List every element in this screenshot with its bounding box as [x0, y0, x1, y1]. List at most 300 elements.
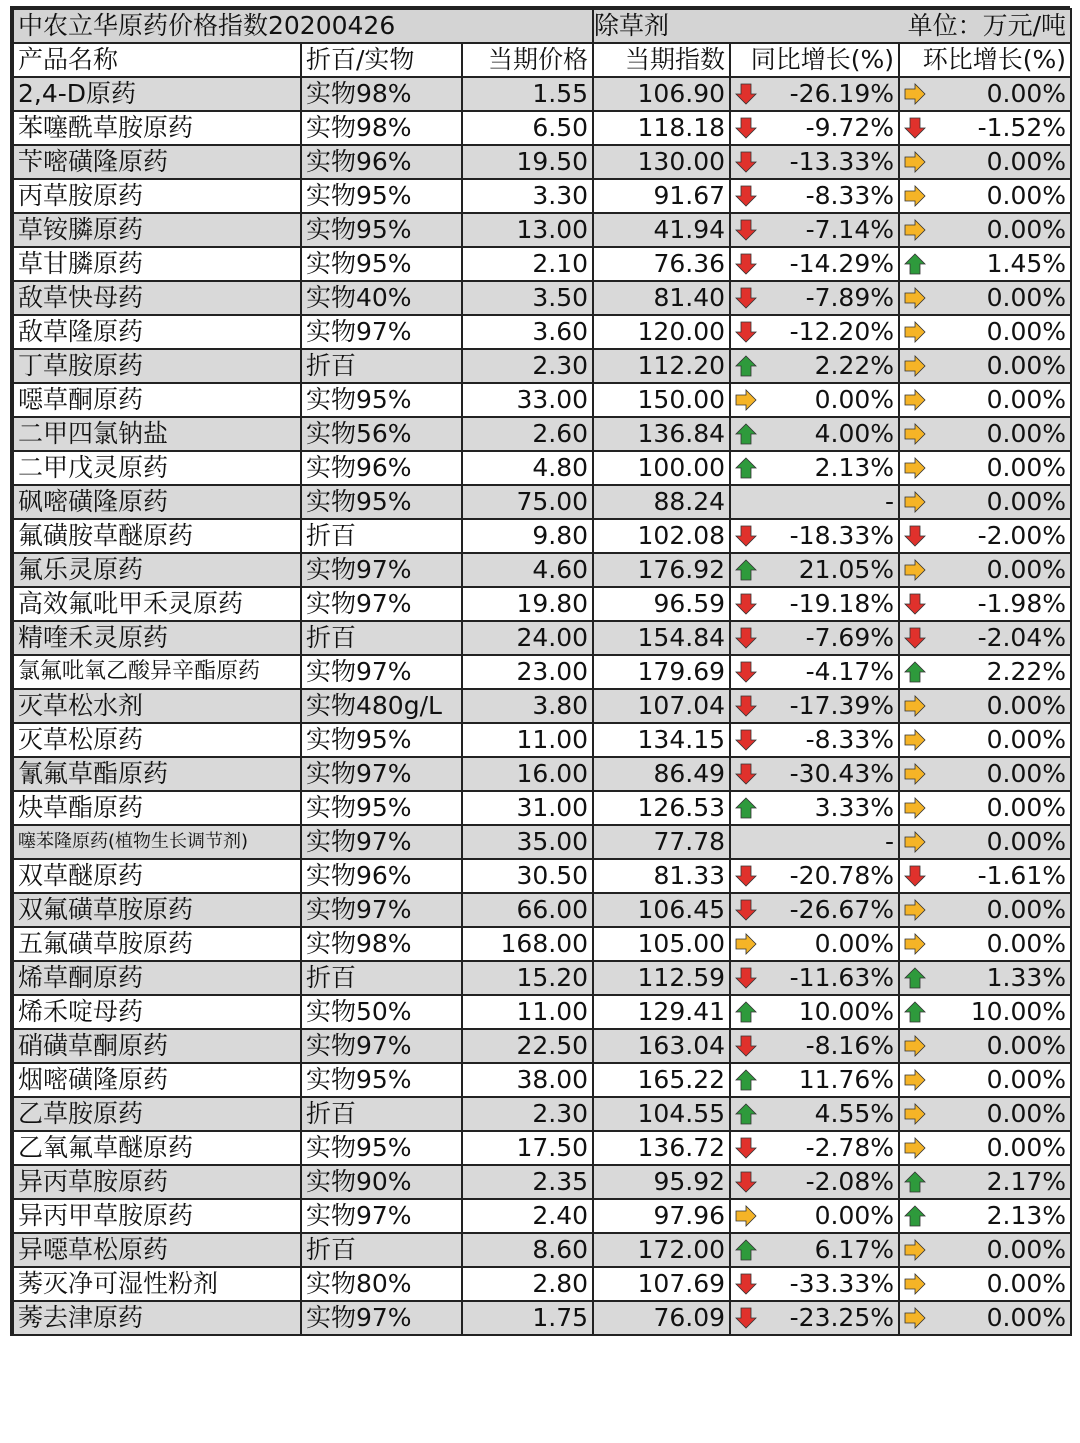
mom-change-cell: [899, 553, 1071, 587]
green-up-arrow-icon: [903, 252, 927, 276]
product-name-cell: 灭草松水剂: [13, 689, 301, 723]
table-row: [13, 349, 1071, 383]
red-down-arrow-icon: [734, 286, 758, 310]
product-name-cell: 二甲四氯钠盐: [13, 417, 301, 451]
yoy-change-cell-value: -30.43%: [789, 759, 895, 788]
price-cell: 16.00: [462, 757, 593, 791]
mom-change-cell-value: 0.00%: [986, 895, 1067, 924]
green-up-arrow-icon: [734, 1102, 758, 1126]
table-row: [13, 893, 1071, 927]
orange-right-arrow-icon: [903, 218, 927, 242]
mom-change-cell: [899, 315, 1071, 349]
index-cell: 126.53: [593, 791, 730, 825]
product-name-cell: 苄嘧磺隆原药: [13, 145, 301, 179]
mom-change-cell-value: 0.00%: [986, 555, 1067, 584]
table-row: [13, 859, 1071, 893]
yoy-change-cell: [730, 825, 899, 859]
table-row: [13, 553, 1071, 587]
index-cell: 88.24: [593, 485, 730, 519]
red-down-arrow-icon: [734, 898, 758, 922]
product-name-cell: 炔草酯原药: [13, 791, 301, 825]
product-name-cell: 丙草胺原药: [13, 179, 301, 213]
table-row: [13, 111, 1071, 145]
mom-change-cell-value: 0.00%: [986, 317, 1067, 346]
index-cell: 100.00: [593, 451, 730, 485]
red-down-arrow-icon: [903, 592, 927, 616]
yoy-change-cell: [730, 179, 899, 213]
price-cell: 2.30: [462, 349, 593, 383]
product-name-cell: 灭草松原药: [13, 723, 301, 757]
yoy-change-cell-value: 21.05%: [798, 555, 895, 584]
yoy-change-cell-value: 0.00%: [814, 385, 895, 414]
mom-change-cell: [899, 655, 1071, 689]
yoy-change-cell: [730, 791, 899, 825]
yoy-change-cell: [730, 655, 899, 689]
price-cell: 2.80: [462, 1267, 593, 1301]
yoy-change-cell: [730, 689, 899, 723]
yoy-change-cell-value: 4.55%: [814, 1099, 895, 1128]
product-name-cell: 氯氟吡氧乙酸异辛酯原药: [13, 655, 301, 689]
index-cell: 165.22: [593, 1063, 730, 1097]
mom-change-cell: [899, 111, 1071, 145]
index-cell: 96.59: [593, 587, 730, 621]
yoy-change-cell-value: -17.39%: [789, 691, 895, 720]
yoy-change-cell: [730, 723, 899, 757]
price-cell: 3.80: [462, 689, 593, 723]
orange-right-arrow-icon: [903, 184, 927, 208]
price-cell: 8.60: [462, 1233, 593, 1267]
green-up-arrow-icon: [734, 558, 758, 582]
table-row: [13, 417, 1071, 451]
header-mom: 环比增长(%): [899, 43, 1071, 77]
yoy-change-cell: [730, 485, 899, 519]
yoy-change-cell-value: -8.33%: [805, 181, 895, 210]
orange-right-arrow-icon: [903, 388, 927, 412]
green-up-arrow-icon: [734, 1000, 758, 1024]
spec-cell: 实物95%: [301, 485, 462, 519]
mom-change-cell: [899, 621, 1071, 655]
table-row: [13, 145, 1071, 179]
price-cell: 23.00: [462, 655, 593, 689]
yoy-change-cell: [730, 315, 899, 349]
mom-change-cell: [899, 927, 1071, 961]
index-cell: 136.84: [593, 417, 730, 451]
yoy-change-cell: [730, 1301, 899, 1335]
index-cell: 172.00: [593, 1233, 730, 1267]
yoy-change-cell: [730, 213, 899, 247]
price-cell: 4.80: [462, 451, 593, 485]
yoy-change-cell: [730, 757, 899, 791]
yoy-change-cell: [730, 1199, 899, 1233]
orange-right-arrow-icon: [903, 422, 927, 446]
mom-change-cell-value: 0.00%: [986, 1133, 1067, 1162]
table-row: [13, 179, 1071, 213]
mom-change-cell: [899, 961, 1071, 995]
orange-right-arrow-icon: [903, 1272, 927, 1296]
yoy-change-cell-value: -13.33%: [789, 147, 895, 176]
spec-cell: 折百: [301, 519, 462, 553]
mom-change-cell-value: -2.04%: [977, 623, 1067, 652]
index-cell: 120.00: [593, 315, 730, 349]
yoy-change-cell-value: 3.33%: [814, 793, 895, 822]
red-down-arrow-icon: [734, 1136, 758, 1160]
mom-change-cell-value: 0.00%: [986, 1303, 1067, 1332]
spec-cell: 实物96%: [301, 145, 462, 179]
mom-change-cell: [899, 859, 1071, 893]
index-cell: 112.59: [593, 961, 730, 995]
price-cell: 13.00: [462, 213, 593, 247]
price-cell: 30.50: [462, 859, 593, 893]
yoy-change-cell-value: -20.78%: [789, 861, 895, 890]
index-cell: 163.04: [593, 1029, 730, 1063]
price-cell: 3.50: [462, 281, 593, 315]
red-down-arrow-icon: [734, 592, 758, 616]
mom-change-cell-value: 0.00%: [986, 725, 1067, 754]
mom-change-cell-value: 1.33%: [986, 963, 1067, 992]
table-row: [13, 77, 1071, 111]
table-row: [13, 519, 1071, 553]
yoy-change-cell: [730, 621, 899, 655]
product-name-cell: 丁草胺原药: [13, 349, 301, 383]
product-name-cell: 乙草胺原药: [13, 1097, 301, 1131]
yoy-change-cell-value: 0.00%: [814, 1201, 895, 1230]
mom-change-cell-value: 0.00%: [986, 827, 1067, 856]
yoy-change-cell: [730, 1131, 899, 1165]
header-spec: 折百/实物: [301, 43, 462, 77]
red-down-arrow-icon: [734, 218, 758, 242]
red-down-arrow-icon: [734, 694, 758, 718]
green-up-arrow-icon: [903, 1000, 927, 1024]
table-row: [13, 689, 1071, 723]
yoy-change-cell-value: -23.25%: [789, 1303, 895, 1332]
index-cell: 105.00: [593, 927, 730, 961]
spec-cell: 实物50%: [301, 995, 462, 1029]
mom-change-cell: [899, 791, 1071, 825]
table-row: [13, 1063, 1071, 1097]
product-name-cell: 敌草隆原药: [13, 315, 301, 349]
table-row: [13, 621, 1071, 655]
index-cell: 106.45: [593, 893, 730, 927]
mom-change-cell-value: 0.00%: [986, 283, 1067, 312]
price-cell: 35.00: [462, 825, 593, 859]
spec-cell: 实物80%: [301, 1267, 462, 1301]
product-name-cell: 异丙草胺原药: [13, 1165, 301, 1199]
product-name-cell: 乙氧氟草醚原药: [13, 1131, 301, 1165]
mom-change-cell: [899, 1097, 1071, 1131]
price-cell: 1.55: [462, 77, 593, 111]
table-row: [13, 1301, 1071, 1335]
red-down-arrow-icon: [734, 82, 758, 106]
yoy-change-cell: [730, 553, 899, 587]
yoy-change-cell-value: -: [884, 827, 895, 856]
product-name-cell: 高效氟吡甲禾灵原药: [13, 587, 301, 621]
green-up-arrow-icon: [903, 1204, 927, 1228]
product-name-cell: 双氟磺草胺原药: [13, 893, 301, 927]
category-title-text: 除草剂: [594, 11, 670, 40]
product-name-cell: 二甲戊灵原药: [13, 451, 301, 485]
table-row: [13, 1267, 1071, 1301]
mom-change-cell: [899, 1267, 1071, 1301]
yoy-change-cell-value: -14.29%: [789, 249, 895, 278]
red-down-arrow-icon: [734, 1306, 758, 1330]
green-up-arrow-icon: [734, 1068, 758, 1092]
product-name-cell: 草铵膦原药: [13, 213, 301, 247]
orange-right-arrow-icon: [903, 286, 927, 310]
orange-right-arrow-icon: [903, 694, 927, 718]
orange-right-arrow-icon: [903, 898, 927, 922]
mom-change-cell: [899, 383, 1071, 417]
price-cell: 1.75: [462, 1301, 593, 1335]
mom-change-cell-value: 0.00%: [986, 1031, 1067, 1060]
unit-label: 单位：万元/吨: [730, 9, 1071, 43]
red-down-arrow-icon: [734, 728, 758, 752]
index-cell: 86.49: [593, 757, 730, 791]
yoy-change-cell: [730, 349, 899, 383]
table-row: [13, 961, 1071, 995]
index-cell: 102.08: [593, 519, 730, 553]
mom-change-cell-value: -1.52%: [977, 113, 1067, 142]
green-up-arrow-icon: [903, 660, 927, 684]
red-down-arrow-icon: [734, 116, 758, 140]
index-cell: 91.67: [593, 179, 730, 213]
index-cell: 154.84: [593, 621, 730, 655]
price-index-sheet: [10, 6, 1070, 1336]
mom-change-cell-value: 0.00%: [986, 215, 1067, 244]
red-down-arrow-icon: [734, 762, 758, 786]
header-product-name: 产品名称: [13, 43, 301, 77]
index-cell: 76.09: [593, 1301, 730, 1335]
mom-change-cell-value: 0.00%: [986, 793, 1067, 822]
index-cell: 76.36: [593, 247, 730, 281]
mom-change-cell-value: 0.00%: [986, 1065, 1067, 1094]
table-row: [13, 1131, 1071, 1165]
yoy-change-cell-value: -11.63%: [789, 963, 895, 992]
mom-change-cell-value: 0.00%: [986, 385, 1067, 414]
mom-change-cell: [899, 1199, 1071, 1233]
mom-change-cell: [899, 349, 1071, 383]
spec-cell: 实物95%: [301, 723, 462, 757]
yoy-change-cell-value: -19.18%: [789, 589, 895, 618]
yoy-change-cell-value: -18.33%: [789, 521, 895, 550]
mom-change-cell-value: 0.00%: [986, 351, 1067, 380]
yoy-change-cell: [730, 1233, 899, 1267]
yoy-change-cell-value: -9.72%: [805, 113, 895, 142]
index-cell: 81.33: [593, 859, 730, 893]
table-row: [13, 757, 1071, 791]
product-name-cell: 2,4-D原药: [13, 77, 301, 111]
yoy-change-cell-value: -8.33%: [805, 725, 895, 754]
yoy-change-cell-value: -2.78%: [805, 1133, 895, 1162]
mom-change-cell: [899, 995, 1071, 1029]
product-name-cell: 噻苯隆原药(植物生长调节剂): [13, 825, 301, 859]
red-down-arrow-icon: [734, 966, 758, 990]
mom-change-cell-value: -1.61%: [977, 861, 1067, 890]
green-up-arrow-icon: [734, 1238, 758, 1262]
mom-change-cell-value: 0.00%: [986, 419, 1067, 448]
index-cell: 134.15: [593, 723, 730, 757]
product-name-cell: 氟磺胺草醚原药: [13, 519, 301, 553]
mom-change-cell: [899, 281, 1071, 315]
mom-change-cell: [899, 247, 1071, 281]
price-cell: 168.00: [462, 927, 593, 961]
yoy-change-cell: [730, 519, 899, 553]
red-down-arrow-icon: [734, 1272, 758, 1296]
header-index: 当期指数: [593, 43, 730, 77]
mom-change-cell-value: 0.00%: [986, 453, 1067, 482]
product-name-cell: 莠灭净可湿性粉剂: [13, 1267, 301, 1301]
mom-change-cell: [899, 723, 1071, 757]
product-name-cell: 烯草酮原药: [13, 961, 301, 995]
price-cell: 2.35: [462, 1165, 593, 1199]
yoy-change-cell-value: -33.33%: [789, 1269, 895, 1298]
mom-change-cell-value: -1.98%: [977, 589, 1067, 618]
table-row: [13, 485, 1071, 519]
table-row: [13, 927, 1071, 961]
yoy-change-cell: [730, 417, 899, 451]
product-name-cell: 烟嘧磺隆原药: [13, 1063, 301, 1097]
price-cell: 2.10: [462, 247, 593, 281]
spec-cell: 实物95%: [301, 247, 462, 281]
mom-change-cell-value: -2.00%: [977, 521, 1067, 550]
yoy-change-cell: [730, 961, 899, 995]
red-down-arrow-icon: [734, 150, 758, 174]
mom-change-cell: [899, 1029, 1071, 1063]
yoy-change-cell: [730, 383, 899, 417]
index-cell: 104.55: [593, 1097, 730, 1131]
header-yoy: 同比增长(%): [730, 43, 899, 77]
mom-change-cell: [899, 519, 1071, 553]
yoy-change-cell: [730, 111, 899, 145]
index-cell: 176.92: [593, 553, 730, 587]
mom-change-cell: [899, 485, 1071, 519]
index-cell: 107.69: [593, 1267, 730, 1301]
price-cell: 31.00: [462, 791, 593, 825]
yoy-change-cell: [730, 995, 899, 1029]
product-name-cell: 双草醚原药: [13, 859, 301, 893]
spec-cell: 实物97%: [301, 315, 462, 349]
mom-change-cell-value: 0.00%: [986, 759, 1067, 788]
price-cell: 38.00: [462, 1063, 593, 1097]
green-up-arrow-icon: [734, 456, 758, 480]
mom-change-cell: [899, 825, 1071, 859]
product-name-cell: 敌草快母药: [13, 281, 301, 315]
mom-change-cell-value: 0.00%: [986, 691, 1067, 720]
price-cell: 75.00: [462, 485, 593, 519]
spec-cell: 实物95%: [301, 383, 462, 417]
orange-right-arrow-icon: [903, 456, 927, 480]
mom-change-cell: [899, 145, 1071, 179]
spec-cell: 实物96%: [301, 859, 462, 893]
price-cell: 22.50: [462, 1029, 593, 1063]
price-cell: 11.00: [462, 995, 593, 1029]
yoy-change-cell-value: -7.14%: [805, 215, 895, 244]
orange-right-arrow-icon: [903, 796, 927, 820]
yoy-change-cell: [730, 1029, 899, 1063]
header-price: 当期价格: [462, 43, 593, 77]
yoy-change-cell-value: 10.00%: [798, 997, 895, 1026]
orange-right-arrow-icon: [903, 490, 927, 514]
yoy-change-cell: [730, 1165, 899, 1199]
product-name-cell: 烯禾啶母药: [13, 995, 301, 1029]
price-cell: 15.20: [462, 961, 593, 995]
yoy-change-cell-value: -7.89%: [805, 283, 895, 312]
yoy-change-cell-value: 2.13%: [814, 453, 895, 482]
index-cell: 41.94: [593, 213, 730, 247]
price-cell: 24.00: [462, 621, 593, 655]
green-up-arrow-icon: [734, 422, 758, 446]
orange-right-arrow-icon: [903, 762, 927, 786]
spec-cell: 实物480g/L: [301, 689, 462, 723]
table-row: [13, 587, 1071, 621]
header-row: [13, 43, 1071, 77]
yoy-change-cell: [730, 1063, 899, 1097]
yoy-change-cell-value: 6.17%: [814, 1235, 895, 1264]
yoy-change-cell-value: -: [884, 487, 895, 516]
mom-change-cell-value: 2.13%: [986, 1201, 1067, 1230]
mom-change-cell-value: 1.45%: [986, 249, 1067, 278]
mom-change-cell: [899, 417, 1071, 451]
orange-right-arrow-icon: [903, 1306, 927, 1330]
red-down-arrow-icon: [903, 116, 927, 140]
product-name-cell: 氰氟草酯原药: [13, 757, 301, 791]
table-row: [13, 1233, 1071, 1267]
spec-cell: 折百: [301, 961, 462, 995]
product-name-cell: 硝磺草酮原药: [13, 1029, 301, 1063]
spec-cell: 实物97%: [301, 1199, 462, 1233]
mom-change-cell-value: 10.00%: [970, 997, 1067, 1026]
green-up-arrow-icon: [903, 966, 927, 990]
product-name-cell: 噁草酮原药: [13, 383, 301, 417]
yoy-change-cell-value: 2.22%: [814, 351, 895, 380]
index-cell: 106.90: [593, 77, 730, 111]
orange-right-arrow-icon: [903, 1068, 927, 1092]
yoy-change-cell-value: -26.19%: [789, 79, 895, 108]
yoy-change-cell-value: -4.17%: [805, 657, 895, 686]
spec-cell: 实物97%: [301, 553, 462, 587]
table-row: [13, 281, 1071, 315]
yoy-change-cell: [730, 451, 899, 485]
spec-cell: 实物97%: [301, 1301, 462, 1335]
mom-change-cell: [899, 1165, 1071, 1199]
mom-change-cell: [899, 451, 1071, 485]
orange-right-arrow-icon: [903, 320, 927, 344]
price-cell: 33.00: [462, 383, 593, 417]
green-up-arrow-icon: [734, 354, 758, 378]
price-cell: 11.00: [462, 723, 593, 757]
mom-change-cell-value: 0.00%: [986, 929, 1067, 958]
red-down-arrow-icon: [734, 1034, 758, 1058]
orange-right-arrow-icon: [903, 1034, 927, 1058]
mom-change-cell: [899, 893, 1071, 927]
table-row: [13, 723, 1071, 757]
orange-right-arrow-icon: [903, 728, 927, 752]
yoy-change-cell-value: -2.08%: [805, 1167, 895, 1196]
spec-cell: 实物98%: [301, 111, 462, 145]
price-cell: 9.80: [462, 519, 593, 553]
price-cell: 2.60: [462, 417, 593, 451]
spec-cell: 折百: [301, 349, 462, 383]
product-name-cell: 五氟磺草胺原药: [13, 927, 301, 961]
index-cell: 81.40: [593, 281, 730, 315]
price-cell: 19.80: [462, 587, 593, 621]
table-row: [13, 451, 1071, 485]
red-down-arrow-icon: [903, 864, 927, 888]
yoy-change-cell-value: -8.16%: [805, 1031, 895, 1060]
index-cell: 107.04: [593, 689, 730, 723]
product-name-cell: 精喹禾灵原药: [13, 621, 301, 655]
price-cell: 3.60: [462, 315, 593, 349]
mom-change-cell-value: 0.00%: [986, 147, 1067, 176]
